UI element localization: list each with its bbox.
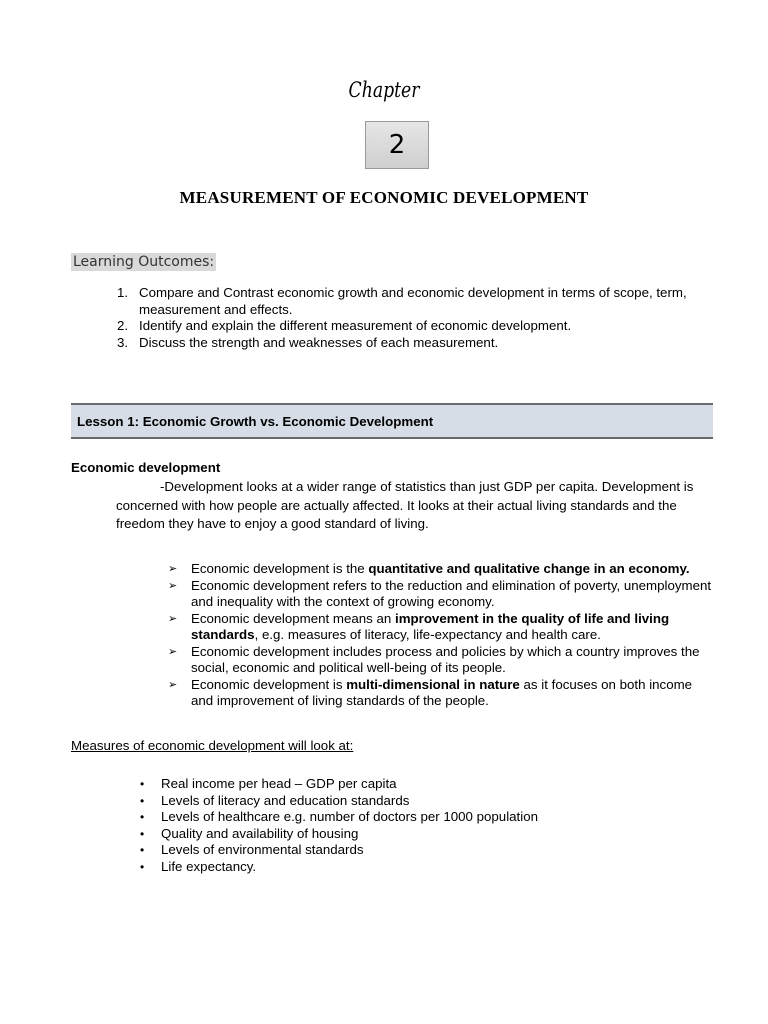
text-bold: quantitative and qualitative change in an economy.: [368, 561, 690, 576]
arrow-bullet-list: [168, 561, 716, 710]
arrow-bullet-icon: ➢: [168, 644, 178, 658]
text-regular: Economic development means an: [191, 610, 395, 626]
bullet-icon: •: [140, 843, 145, 857]
measures-list: [138, 776, 638, 875]
list-item: [168, 677, 716, 710]
text-bold: multi-dimensional in nature: [346, 676, 520, 692]
bullet-icon: •: [140, 793, 145, 808]
chapter-number: 2: [388, 130, 406, 160]
list-item: [138, 826, 638, 843]
text-regular: Economic development includes process and policies by which a country improves the social, economic and political well-being of its people.: [191, 643, 700, 675]
section-paragraph: -Development looks at a wider range of statistics than just GDP per capita. Development is concerned with how people are actually affected. It looks at their actual living standards and the freedom they have to enjoy a good standard of living.: [116, 479, 694, 531]
list-item: [114, 318, 714, 335]
list-number: 2.: [117, 318, 129, 333]
text-regular: Economic development refers to the reduction and elimination of poverty, unemployment and inequality with the context of growing economy.: [191, 577, 712, 609]
lesson-banner: [71, 403, 713, 439]
list-item: [114, 335, 714, 352]
chapter-label: Chapter: [348, 78, 420, 102]
list-item: [168, 644, 716, 677]
text-regular: as it focuses on both income and improvement of living standards of the people.: [191, 676, 693, 708]
chapter-number-box: [365, 121, 429, 169]
list-number: 3.: [117, 334, 129, 350]
arrow-bullet-icon: ➢: [168, 578, 178, 592]
bullet-icon: •: [140, 777, 145, 791]
list-item-text: Quality and availability of housing: [161, 825, 359, 841]
section-heading: Economic development: [71, 460, 221, 475]
list-item: [138, 809, 638, 826]
arrow-bullet-icon: ➢: [168, 611, 178, 625]
bullet-icon: •: [140, 810, 145, 824]
list-item: [168, 561, 716, 578]
text-regular: , e.g. measures of literacy, life-expectancy and health care.: [254, 627, 601, 642]
bullet-icon: •: [140, 859, 145, 874]
list-item-text: Compare and Contrast economic growth and economic development in terms of scope, term, measurement and effects.: [139, 285, 687, 317]
list-item: [138, 793, 638, 810]
list-item: [138, 859, 638, 876]
list-item-text: Discuss the strength and weaknesses of each measurement.: [139, 334, 499, 350]
list-item-text: Identify and explain the different measurement of economic development.: [139, 318, 572, 333]
bullet-icon: •: [140, 826, 145, 841]
list-item: [168, 611, 716, 644]
learning-outcomes-list: [114, 285, 714, 351]
list-item: [114, 285, 714, 318]
list-item-text: Levels of literacy and education standards: [161, 792, 410, 808]
list-item-text: Life expectancy.: [161, 858, 257, 874]
page-title: MEASUREMENT OF ECONOMIC DEVELOPMENT: [179, 188, 589, 207]
text-regular: Economic development is the: [191, 561, 369, 576]
arrow-bullet-icon: ➢: [168, 562, 178, 575]
list-item-text: Levels of environmental standards: [161, 842, 364, 857]
learning-outcomes-heading: Learning Outcomes:: [73, 254, 215, 270]
lesson-title: Lesson 1: Economic Growth vs. Economic Development: [77, 413, 434, 429]
text-bold: improvement in the quality of life and living standards: [191, 610, 670, 642]
text-regular: Economic development is: [191, 676, 347, 692]
list-item-text: Real income per head – GDP per capita: [161, 776, 397, 791]
arrow-bullet-icon: ➢: [168, 677, 178, 691]
measures-heading: Measures of economic development will look at:: [71, 738, 354, 753]
list-item: [138, 776, 638, 793]
list-item: [138, 842, 638, 859]
list-number: 1.: [117, 285, 129, 300]
list-item-text: Levels of healthcare e.g. number of doctors per 1000 population: [161, 809, 538, 824]
list-item: [168, 578, 716, 611]
